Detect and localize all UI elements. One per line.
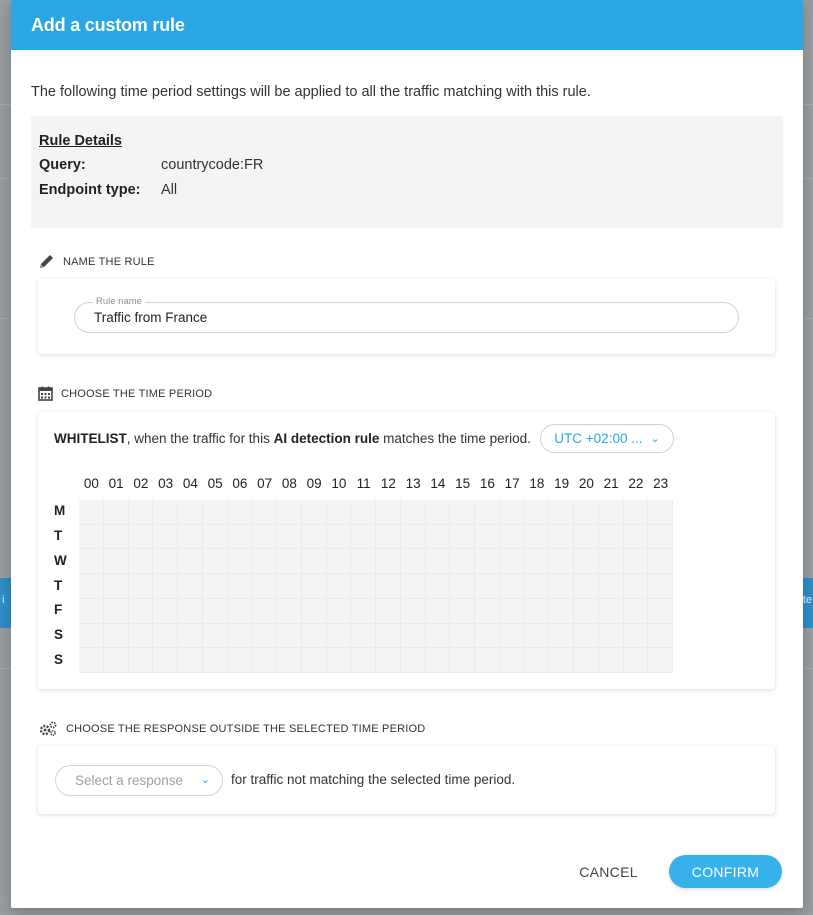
time-cell[interactable]: [129, 574, 154, 599]
time-cell[interactable]: [376, 574, 401, 599]
hour-label: 18: [529, 476, 545, 491]
response-section-title: [38, 721, 425, 737]
time-cell[interactable]: [475, 599, 500, 624]
cancel-button[interactable]: CANCEL: [571, 860, 646, 884]
rule-name-field[interactable]: [74, 296, 739, 333]
time-cell[interactable]: [277, 549, 302, 574]
hour-label: 16: [479, 476, 495, 491]
response-sentence: for traffic not matching the selected time period.: [231, 772, 516, 787]
time-cell[interactable]: [426, 624, 451, 649]
hour-label: 05: [207, 476, 223, 491]
time-cell[interactable]: [648, 624, 673, 649]
time-cell[interactable]: [252, 648, 277, 673]
time-cell[interactable]: [549, 525, 574, 550]
time-cell[interactable]: [549, 500, 574, 525]
chevron-down-icon: ⌄: [200, 774, 210, 786]
time-cell[interactable]: [426, 549, 451, 574]
time-cell[interactable]: [104, 599, 129, 624]
time-cell[interactable]: [574, 599, 599, 624]
response-card: [38, 746, 775, 814]
time-cell[interactable]: [426, 574, 451, 599]
time-cell[interactable]: [252, 549, 277, 574]
hour-label: 04: [182, 476, 198, 491]
time-cell[interactable]: [153, 574, 178, 599]
sentence-part: , when the traffic for this: [126, 431, 274, 446]
time-cell[interactable]: [277, 599, 302, 624]
time-cell[interactable]: [129, 549, 154, 574]
time-cell[interactable]: [376, 549, 401, 574]
time-cell[interactable]: [624, 648, 649, 673]
time-cell[interactable]: [450, 525, 475, 550]
time-cell[interactable]: [203, 549, 228, 574]
time-cell[interactable]: [500, 648, 525, 673]
rule-type-label: AI detection rule: [273, 431, 380, 446]
time-cell[interactable]: [574, 500, 599, 525]
time-section-title: [38, 386, 212, 401]
time-cell[interactable]: [450, 549, 475, 574]
time-cell[interactable]: [203, 525, 228, 550]
time-cell[interactable]: [426, 599, 451, 624]
time-cell[interactable]: [277, 648, 302, 673]
time-cell[interactable]: [203, 624, 228, 649]
rule-name-label: Rule name: [93, 296, 145, 307]
time-cell[interactable]: [79, 599, 104, 624]
hour-label: 07: [257, 476, 273, 491]
time-cell[interactable]: [401, 500, 426, 525]
name-section-label: NAME THE RULE: [63, 255, 155, 268]
time-cell[interactable]: [475, 549, 500, 574]
hour-label: 10: [331, 476, 347, 491]
time-cell[interactable]: [574, 648, 599, 673]
time-cell[interactable]: [648, 500, 673, 525]
time-cell[interactable]: [648, 525, 673, 550]
time-cell[interactable]: [475, 648, 500, 673]
time-grid[interactable]: [79, 500, 673, 673]
time-cell[interactable]: [450, 574, 475, 599]
time-cell[interactable]: [153, 525, 178, 550]
time-cell[interactable]: [648, 574, 673, 599]
time-cell[interactable]: [327, 525, 352, 550]
time-cell[interactable]: [599, 648, 624, 673]
time-section-label: CHOOSE THE TIME PERIOD: [61, 387, 213, 400]
hour-label: 06: [232, 476, 248, 491]
time-cell[interactable]: [500, 599, 525, 624]
time-cell[interactable]: [351, 648, 376, 673]
time-cell[interactable]: [376, 500, 401, 525]
time-cell[interactable]: [252, 525, 277, 550]
time-cell[interactable]: [500, 549, 525, 574]
time-cell[interactable]: [599, 624, 624, 649]
time-cell[interactable]: [327, 500, 352, 525]
time-cell[interactable]: [79, 549, 104, 574]
time-cell[interactable]: [525, 525, 550, 550]
rule-details-panel: [31, 116, 783, 228]
response-placeholder: Select a response: [75, 773, 184, 788]
time-cell[interactable]: [376, 624, 401, 649]
endpoint-row: [39, 182, 775, 198]
time-cell[interactable]: [203, 574, 228, 599]
time-cell[interactable]: [549, 599, 574, 624]
time-cell[interactable]: [104, 549, 129, 574]
sentence-part: matches the time period.: [379, 431, 531, 446]
time-cell[interactable]: [129, 624, 154, 649]
time-cell[interactable]: [327, 549, 352, 574]
time-cell[interactable]: [426, 500, 451, 525]
intro-text: The following time period settings will be applied to all the traffic matching with this rule.: [31, 84, 591, 100]
time-cell[interactable]: [104, 525, 129, 550]
time-cell[interactable]: [376, 525, 401, 550]
day-label: T: [54, 528, 63, 544]
time-cell[interactable]: [228, 574, 253, 599]
time-cell[interactable]: [475, 500, 500, 525]
time-cell[interactable]: [178, 525, 203, 550]
time-cell[interactable]: [624, 500, 649, 525]
time-cell[interactable]: [129, 500, 154, 525]
time-cell[interactable]: [624, 599, 649, 624]
time-cell[interactable]: [79, 648, 104, 673]
time-cell[interactable]: [129, 525, 154, 550]
time-cell[interactable]: [574, 624, 599, 649]
hour-label: 12: [380, 476, 396, 491]
time-cell[interactable]: [624, 549, 649, 574]
time-cell[interactable]: [302, 500, 327, 525]
time-cell[interactable]: [327, 648, 352, 673]
day-label: F: [54, 602, 63, 618]
time-cell[interactable]: [228, 648, 253, 673]
time-cell[interactable]: [450, 500, 475, 525]
day-label: T: [54, 577, 63, 593]
time-cell[interactable]: [203, 648, 228, 673]
time-cell[interactable]: [351, 525, 376, 550]
hour-label: 08: [281, 476, 297, 491]
time-cell[interactable]: [450, 599, 475, 624]
hour-label: 01: [108, 476, 124, 491]
hour-label: 15: [455, 476, 471, 491]
time-cell[interactable]: [203, 599, 228, 624]
time-cell[interactable]: [599, 549, 624, 574]
time-cell[interactable]: [327, 624, 352, 649]
time-cell[interactable]: [129, 599, 154, 624]
time-cell[interactable]: [549, 574, 574, 599]
rule-details-heading: Rule Details: [39, 133, 122, 149]
time-cell[interactable]: [327, 599, 352, 624]
time-cell[interactable]: [228, 624, 253, 649]
time-cell[interactable]: [79, 500, 104, 525]
time-cell[interactable]: [302, 574, 327, 599]
time-cell[interactable]: [178, 549, 203, 574]
time-cell[interactable]: [549, 549, 574, 574]
time-cell[interactable]: [153, 624, 178, 649]
name-card: [38, 279, 775, 354]
time-cell[interactable]: [500, 574, 525, 599]
hour-label: 02: [133, 476, 149, 491]
time-cell[interactable]: [277, 525, 302, 550]
time-card: [38, 412, 775, 689]
time-cell[interactable]: [178, 574, 203, 599]
time-cell[interactable]: [426, 525, 451, 550]
time-cell[interactable]: [129, 648, 154, 673]
time-cell[interactable]: [450, 648, 475, 673]
timezone-value: UTC +02:00 ...: [554, 431, 643, 446]
gears-icon: [38, 721, 58, 737]
time-cell[interactable]: [351, 549, 376, 574]
time-cell[interactable]: [228, 599, 253, 624]
time-cell[interactable]: [302, 624, 327, 649]
time-cell[interactable]: [178, 500, 203, 525]
time-cell[interactable]: [351, 574, 376, 599]
background-tab-left: i: [0, 578, 12, 628]
time-period-sentence: [54, 431, 531, 446]
time-cell[interactable]: [574, 525, 599, 550]
time-cell[interactable]: [327, 574, 352, 599]
time-cell[interactable]: [104, 648, 129, 673]
time-cell[interactable]: [79, 525, 104, 550]
pencil-icon: [38, 253, 55, 270]
time-cell[interactable]: [153, 500, 178, 525]
time-cell[interactable]: [228, 549, 253, 574]
time-cell[interactable]: [599, 574, 624, 599]
time-cell[interactable]: [648, 549, 673, 574]
day-label: S: [54, 626, 64, 642]
time-cell[interactable]: [401, 549, 426, 574]
time-cell[interactable]: [104, 624, 129, 649]
time-cell[interactable]: [401, 599, 426, 624]
time-cell[interactable]: [500, 624, 525, 649]
time-cell[interactable]: [624, 574, 649, 599]
time-cell[interactable]: [79, 574, 104, 599]
response-select[interactable]: [55, 765, 223, 796]
hour-label: 09: [306, 476, 322, 491]
time-cell[interactable]: [153, 549, 178, 574]
time-cell[interactable]: [277, 624, 302, 649]
day-label: S: [54, 651, 64, 667]
time-cell[interactable]: [351, 599, 376, 624]
hour-label: 13: [405, 476, 421, 491]
time-cell[interactable]: [351, 624, 376, 649]
time-cell[interactable]: [104, 500, 129, 525]
time-cell[interactable]: [525, 648, 550, 673]
time-cell[interactable]: [475, 525, 500, 550]
day-label: W: [54, 552, 67, 568]
query-label: Query:: [39, 157, 86, 173]
background-tab-right: te: [801, 578, 813, 628]
name-section-title: [38, 253, 155, 270]
time-cell[interactable]: [252, 599, 277, 624]
time-cell[interactable]: [599, 500, 624, 525]
time-cell[interactable]: [574, 574, 599, 599]
time-cell[interactable]: [401, 624, 426, 649]
action-label: WHITELIST: [54, 431, 127, 446]
time-cell[interactable]: [228, 500, 253, 525]
time-cell[interactable]: [475, 574, 500, 599]
modal-header: [11, 0, 803, 50]
time-cell[interactable]: [252, 624, 277, 649]
hour-label: 22: [628, 476, 644, 491]
hour-label: 00: [83, 476, 99, 491]
hour-label: 11: [356, 476, 371, 491]
custom-rule-modal: [11, 0, 803, 908]
time-cell[interactable]: [525, 500, 550, 525]
time-cell[interactable]: [450, 624, 475, 649]
time-cell[interactable]: [525, 574, 550, 599]
time-cell[interactable]: [500, 500, 525, 525]
time-cell[interactable]: [376, 648, 401, 673]
time-cell[interactable]: [252, 500, 277, 525]
time-cell[interactable]: [228, 525, 253, 550]
time-cell[interactable]: [302, 648, 327, 673]
time-cell[interactable]: [203, 500, 228, 525]
time-cell[interactable]: [624, 624, 649, 649]
time-cell[interactable]: [599, 599, 624, 624]
time-cell[interactable]: [351, 500, 376, 525]
hour-label: 21: [603, 476, 619, 491]
query-value: countrycode:FR: [161, 157, 264, 173]
time-cell[interactable]: [178, 624, 203, 649]
calendar-icon: [38, 386, 53, 401]
time-cell[interactable]: [475, 624, 500, 649]
time-cell[interactable]: [153, 599, 178, 624]
hour-label: 19: [554, 476, 570, 491]
time-cell[interactable]: [648, 599, 673, 624]
hour-label: 14: [430, 476, 446, 491]
modal-title: Add a custom rule: [31, 14, 185, 35]
hour-label: 03: [158, 476, 174, 491]
time-cell[interactable]: [302, 599, 327, 624]
time-cell[interactable]: [599, 525, 624, 550]
hour-header: [79, 476, 679, 492]
hour-label: 23: [653, 476, 669, 491]
time-cell[interactable]: [376, 599, 401, 624]
chevron-down-icon: ⌄: [650, 433, 660, 445]
time-cell[interactable]: [624, 525, 649, 550]
time-cell[interactable]: [525, 624, 550, 649]
time-cell[interactable]: [401, 525, 426, 550]
time-cell[interactable]: [401, 648, 426, 673]
time-cell[interactable]: [574, 549, 599, 574]
time-cell[interactable]: [401, 574, 426, 599]
time-cell[interactable]: [500, 525, 525, 550]
confirm-button[interactable]: CONFIRM: [669, 855, 782, 888]
time-cell[interactable]: [277, 574, 302, 599]
query-row: [39, 157, 775, 173]
rule-name-input[interactable]: [94, 310, 694, 325]
time-cell[interactable]: [178, 599, 203, 624]
time-cell[interactable]: [549, 624, 574, 649]
hour-label: 17: [504, 476, 520, 491]
time-cell[interactable]: [525, 599, 550, 624]
time-cell[interactable]: [104, 574, 129, 599]
time-cell[interactable]: [252, 574, 277, 599]
time-cell[interactable]: [302, 525, 327, 550]
timezone-select[interactable]: [540, 424, 674, 453]
time-cell[interactable]: [178, 648, 203, 673]
endpoint-label: Endpoint type:: [39, 182, 141, 198]
time-cell[interactable]: [648, 648, 673, 673]
time-cell[interactable]: [549, 648, 574, 673]
hour-label: 20: [578, 476, 594, 491]
time-cell[interactable]: [302, 549, 327, 574]
endpoint-value: All: [161, 182, 178, 198]
day-label: M: [54, 503, 66, 519]
time-cell[interactable]: [79, 624, 104, 649]
time-cell[interactable]: [153, 648, 178, 673]
response-section-label: CHOOSE THE RESPONSE OUTSIDE THE SELECTED TIME PERIOD: [66, 723, 426, 735]
time-cell[interactable]: [525, 549, 550, 574]
time-cell[interactable]: [426, 648, 451, 673]
time-cell[interactable]: [277, 500, 302, 525]
